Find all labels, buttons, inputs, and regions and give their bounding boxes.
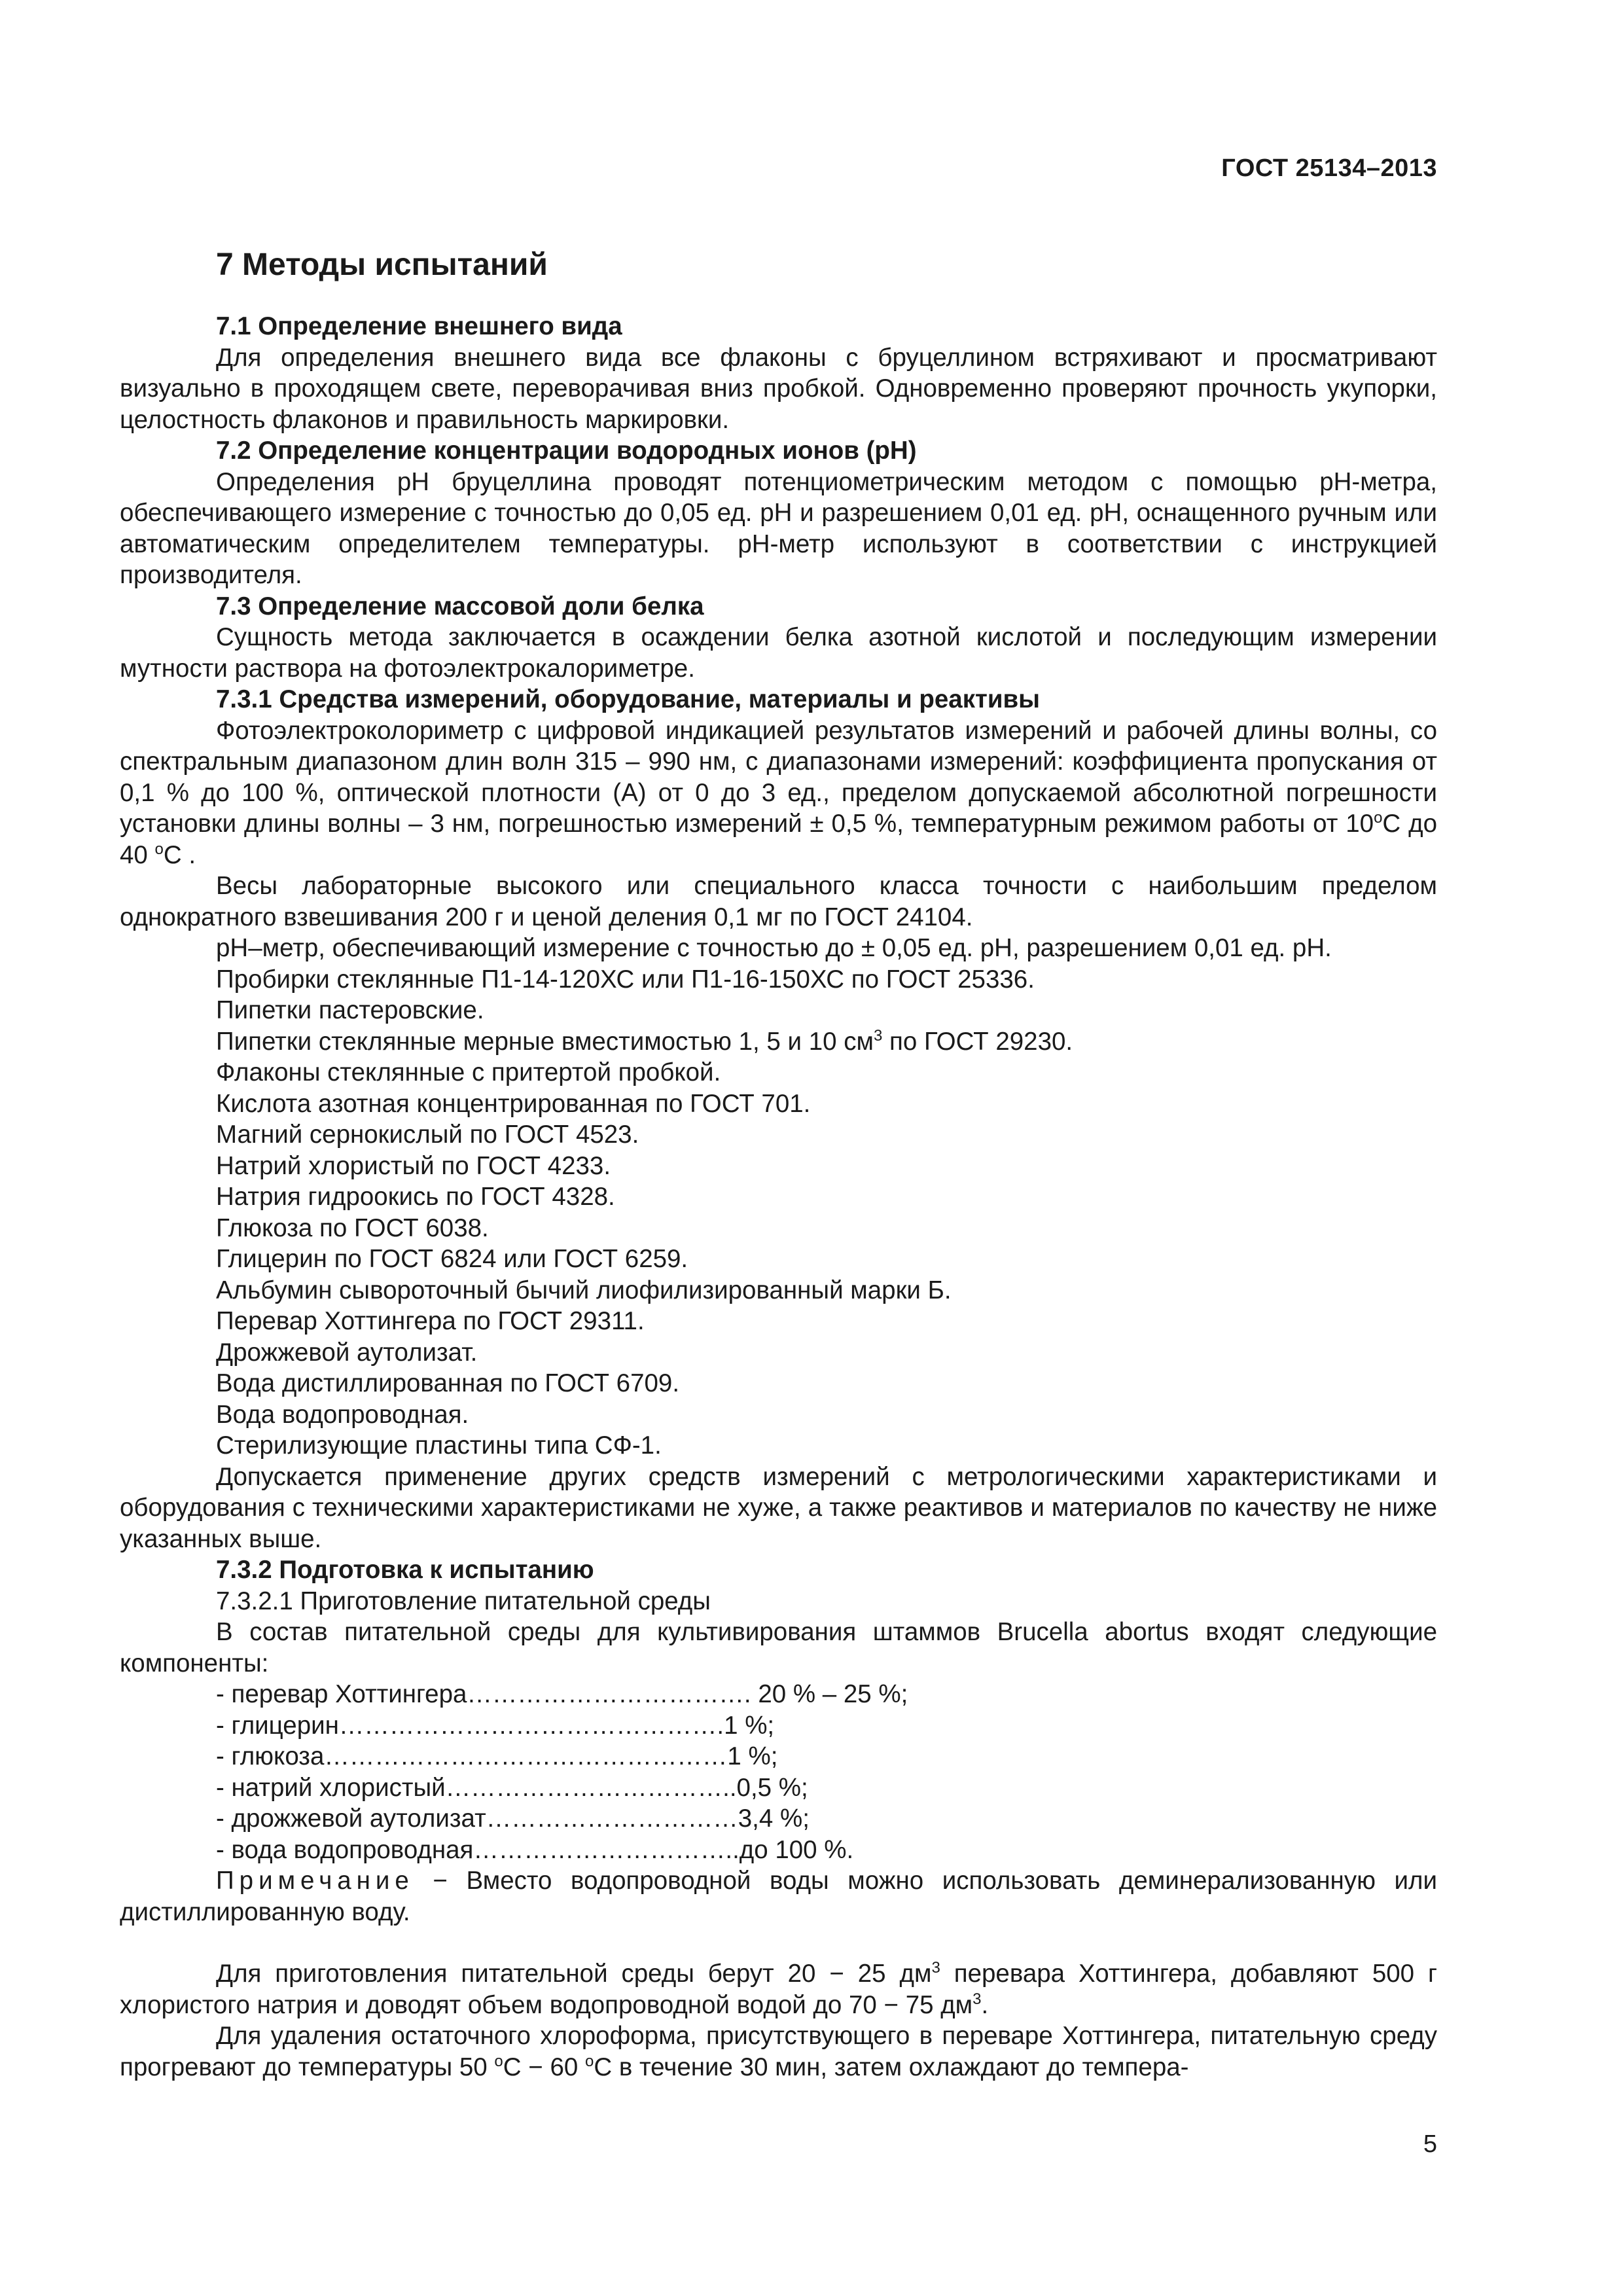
heading-7-1: 7.1 Определение внешнего вида <box>216 312 622 340</box>
paragraph: Определения рН бруцеллина проводят потенциометрическим методом с помощью рН-метра, обеспечивающего измерение с точностью до 0,05 ед. рН и разрешением 0,01 ед. рН, оснащенного ручным или автоматическим определителем температуры. рН-метр используют в соответствии с инструкцией производителя. <box>120 467 1437 589</box>
list-item: Пробирки стеклянные П1-14-120ХС или П1-16-150ХС по ГОСТ 25336. <box>216 965 1035 994</box>
component-item: - дрожжевой аутолизат…………………………3,4 %; <box>216 1804 810 1833</box>
component-item: - глицерин……………………………………….1 %; <box>216 1711 775 1740</box>
component-item: - натрий хлористый……………………………..0,5 %; <box>216 1773 808 1802</box>
list-item: Натрия гидроокись по ГОСТ 4328. <box>216 1183 615 1211</box>
heading-7-3: 7.3 Определение массовой доли белка <box>216 592 704 620</box>
list-item: рН–метр, обеспечивающий измерение с точностью до ± 0,05 ед. рН, разрешением 0,01 ед. рН. <box>216 934 1332 962</box>
heading-7-3-2: 7.3.2 Подготовка к испытанию <box>216 1556 594 1584</box>
paragraph-photometer: Фотоэлектроколориметр с цифровой индикацией результатов измерений и рабочей длины волны, со спектральным диапазоном длин волн 315 – 990 нм, с диапазонами измерений: коэффициента пропускания от 0,1 % до 100 %, оптической плотности (А) от 0 до 3 ед., пределом допускаемой абсолютной погрешности установки длины волны – 3 нм, погрешностью измерений ± 0,5 %, температурным режимом работы от $10^оС$ до 40 $^о$С . <box>120 716 1437 869</box>
subheading-7-3-2-1: 7.3.2.1 Приготовление питательной среды <box>216 1587 711 1615</box>
component-item: - вода водопроводная…………………………..до 100 %. <box>216 1835 854 1864</box>
paragraph: Для определения внешнего вида все флаконы с бруцеллином встряхивают и просматривают визуально в проходящем свете, переворачивая вниз пробкой. Одновременно проверяют прочность укупорки, целостность флаконов и правильность маркировки. <box>120 343 1437 434</box>
paragraph-preparation: Для приготовления питательной среды берут 20 − 25 $дм^3$ перевара Хоттингера, добавляют 500 г хлористого натрия и доводят объем водопроводной водой до 70 − 75 $дм^3$. <box>120 1959 1438 2019</box>
list-item: Глицерин по ГОСТ 6824 или ГОСТ 6259. <box>216 1245 688 1273</box>
paragraph: В состав питательной среды для культивирования штаммов Brucella abortus входят следующие компоненты: <box>120 1618 1437 1677</box>
note-label: Примечание <box>216 1867 414 1895</box>
component-item: - перевар Хоттингера……………………………. 20 % – 25 %; <box>216 1680 908 1708</box>
paragraph-allowance: Допускается применение других средств измерений с метрологическими характеристиками и оборудования с техническими характеристиками не хуже, а также реактивов и материалов по качеству не ниже указанных выше. <box>120 1462 1437 1553</box>
list-item: Альбумин сывороточный бычий лиофилизированный марки Б. <box>216 1276 952 1304</box>
paragraph: Сущность метода заключается в осаждении белка азотной кислотой и последующим измерении мутности раствора на фотоэлектрокалориметре. <box>120 623 1437 683</box>
document-body <box>120 245 1437 2083</box>
list-item: Перевар Хоттингера по ГОСТ 29311. <box>216 1307 645 1335</box>
list-item: Натрий хлористый по ГОСТ 4233. <box>216 1151 611 1180</box>
list-item-pipettes: Пипетки стеклянные мерные вместимостью 1, 5 и 10 $см^3$ по ГОСТ 29230. <box>216 1026 1073 1056</box>
heading-7-2: 7.2 Определение концентрации водородных ионов (рН) <box>216 437 917 465</box>
list-item: Флаконы стеклянные с притертой пробкой. <box>216 1058 721 1086</box>
paragraph-scales: Весы лабораторные высокого или специального класса точности с наибольшим пределом однократного взвешивания 200 г и ценой деления 0,1 мг по ГОСТ 24104. <box>120 872 1437 931</box>
list-item: Магний сернокислый по ГОСТ 4523. <box>216 1121 639 1149</box>
document-header: ГОСТ 25134–2013 <box>1221 154 1437 182</box>
list-item: Вода водопроводная. <box>216 1400 469 1429</box>
paragraph-chloroform: Для удаления остаточного хлороформа, присутствующего в переваре Хоттингера, питательную среду прогревают до температуры 50 $^о$С − 60 $^о$С в течение 30 мин, затем охлаждают до темпера- <box>120 2022 1437 2081</box>
page-number: 5 <box>1423 2130 1437 2158</box>
list-item: Вода дистиллированная по ГОСТ 6709. <box>216 1369 680 1397</box>
heading-7-3-1: 7.3.1 Средства измерений, оборудование, материалы и реактивы <box>216 685 1041 713</box>
section-title: 7 Методы испытаний <box>216 247 548 282</box>
list-item: Кислота азотная концентрированная по ГОСТ 701. <box>216 1089 811 1118</box>
list-item: Стерилизующие пластины типа СФ-1. <box>216 1431 662 1460</box>
list-item: Пипетки пастеровские. <box>216 996 484 1024</box>
list-item: Глюкоза по ГОСТ 6038. <box>216 1213 489 1242</box>
component-item: - глюкоза…………………………………………1 %; <box>216 1742 778 1770</box>
list-item: Дрожжевой аутолизат. <box>216 1338 478 1367</box>
note: Примечание − Вместо водопроводной воды можно использовать деминерализованную или дистиллированную воду. <box>120 1867 1437 1926</box>
